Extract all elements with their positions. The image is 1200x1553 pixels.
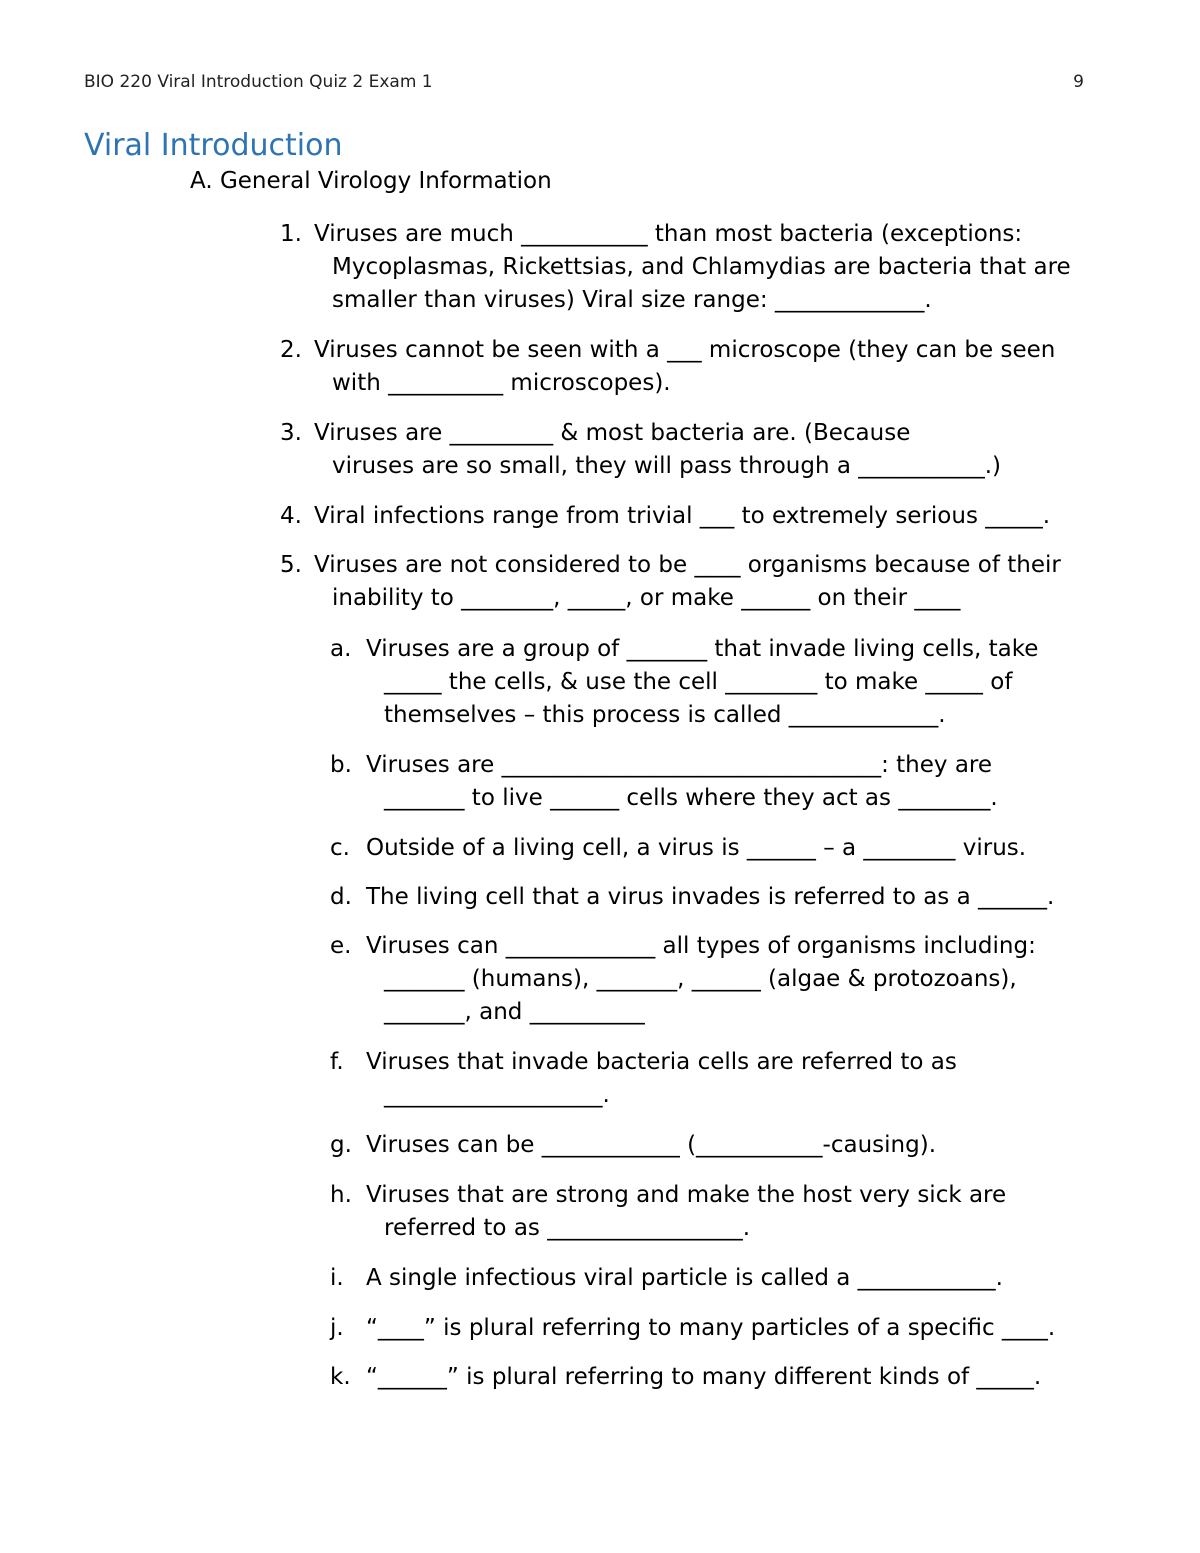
item-line: Viruses cannot be seen with a ___ microscope (they can be seen (314, 337, 1056, 363)
item-line: smaller than viruses) Viral size range: _____________. (332, 287, 932, 313)
lettered-item-k (330, 1361, 1042, 1394)
item-marker: f. (330, 1049, 344, 1075)
item-line: ___________________. (384, 1082, 610, 1108)
lettered-item-a (330, 633, 1039, 732)
item-marker: k. (330, 1364, 351, 1390)
numbered-item-4 (280, 500, 1051, 533)
lettered-item-i (330, 1262, 1003, 1295)
item-marker: b. (330, 752, 352, 778)
item-line: “____” is plural referring to many particles of a specific ____. (366, 1315, 1056, 1341)
item-marker: a. (330, 636, 352, 662)
item-line: _____ the cells, & use the cell ________ to make _____ of (384, 669, 1013, 695)
item-line: _______, and __________ (384, 999, 645, 1025)
item-line: themselves – this process is called _____________. (384, 702, 946, 728)
item-marker: e. (330, 933, 352, 959)
lettered-item-g (330, 1129, 937, 1162)
numbered-item-3 (280, 417, 1002, 483)
item-line: _______ to live ______ cells where they act as ________. (384, 785, 998, 811)
item-line: Viruses are not considered to be ____ organisms because of their (314, 552, 1061, 578)
item-marker: 3. (280, 420, 302, 446)
item-marker: 5. (280, 552, 302, 578)
item-marker: 1. (280, 221, 302, 247)
item-line: with __________ microscopes). (332, 370, 671, 396)
page-header (84, 72, 1084, 92)
lettered-item-h (330, 1179, 1007, 1245)
item-line: inability to ________, _____, or make ______ on their ____ (332, 585, 961, 611)
numbered-item-5 (280, 549, 1061, 615)
item-line: Mycoplasmas, Rickettsias, and Chlamydias are bacteria that are (332, 254, 1071, 280)
lettered-item-d (330, 881, 1055, 914)
item-line: A single infectious viral particle is called a ____________. (366, 1265, 1003, 1291)
item-line: Viruses are _________________________________: they are (366, 752, 993, 778)
item-marker: j. (330, 1315, 344, 1341)
header-title: BIO 220 Viral Introduction Quiz 2 Exam 1 (84, 72, 433, 92)
item-line: Viruses that invade bacteria cells are referred to as (366, 1049, 957, 1075)
item-marker: h. (330, 1182, 352, 1208)
item-line: Viruses are _________ & most bacteria are. (Because (314, 420, 911, 446)
document-title: Viral Introduction (84, 128, 343, 163)
section-heading: A. General Virology Information (190, 168, 552, 194)
item-marker: d. (330, 884, 352, 910)
item-line: Outside of a living cell, a virus is ______ – a ________ virus. (366, 835, 1027, 861)
lettered-item-b (330, 749, 998, 815)
item-line: Viruses can _____________ all types of organisms including: (366, 933, 1036, 959)
item-line: Viruses are much ___________ than most bacteria (exceptions: (314, 221, 1023, 247)
lettered-item-f (330, 1046, 957, 1112)
item-marker: i. (330, 1265, 344, 1291)
item-line: viruses are so small, they will pass through a ___________.) (332, 453, 1002, 479)
item-line: “______” is plural referring to many different kinds of _____. (366, 1364, 1042, 1390)
page-number: 9 (1073, 72, 1084, 92)
item-marker: 4. (280, 503, 302, 529)
item-line: The living cell that a virus invades is referred to as a ______. (366, 884, 1055, 910)
item-line: Viruses are a group of _______ that invade living cells, take (366, 636, 1039, 662)
item-line: _______ (humans), _______, ______ (algae & protozoans), (384, 966, 1017, 992)
item-marker: g. (330, 1132, 352, 1158)
lettered-item-j (330, 1312, 1056, 1345)
item-marker: c. (330, 835, 350, 861)
numbered-item-1 (280, 218, 1071, 317)
item-line: Viruses can be ____________ (___________-causing). (366, 1132, 937, 1158)
lettered-item-e (330, 930, 1036, 1029)
numbered-item-2 (280, 334, 1056, 400)
lettered-item-c (330, 832, 1027, 865)
item-line: Viral infections range from trivial ___ to extremely serious _____. (314, 503, 1051, 529)
item-marker: 2. (280, 337, 302, 363)
item-line: referred to as _________________. (384, 1215, 751, 1241)
item-line: Viruses that are strong and make the host very sick are (366, 1182, 1007, 1208)
